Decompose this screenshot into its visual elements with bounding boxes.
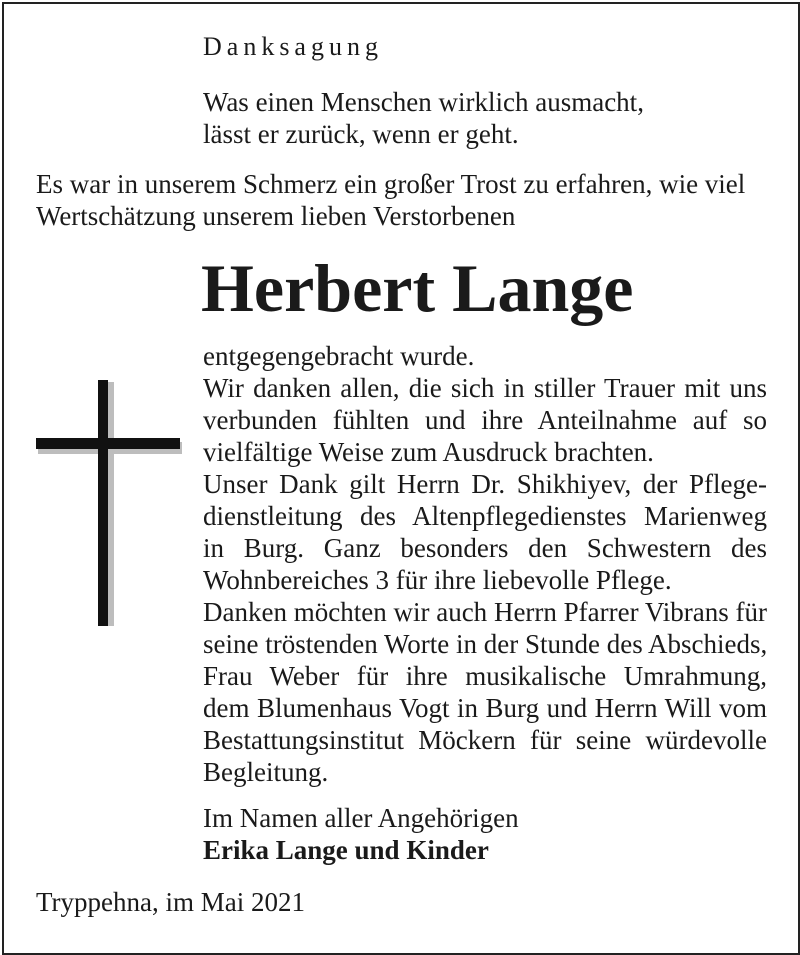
intro-line: Wertschätzung unserem lieben Verstorbenen — [36, 201, 516, 231]
quote-line: lässt er zurück, wenn er geht. — [203, 119, 519, 149]
body-line: entgegengebracht wurde. — [203, 341, 475, 371]
body-line: verbunden fühlten und ihre Anteilnahme auf so — [203, 405, 767, 435]
body-line: Danken möchten wir auch Herrn Pfarrer Vibrans für — [203, 597, 767, 627]
place-date: Tryppehna, im Mai 2021 — [36, 887, 305, 917]
closing-line: Im Namen aller Angehörigen — [203, 803, 519, 833]
intro-line: Es war in unserem Schmerz ein großer Trost zu erfahren, wie viel — [36, 169, 746, 199]
body-line: dem Blumenhaus Vogt in Burg und Herrn Will vom — [203, 693, 767, 723]
body-line: vielfältige Weise zum Ausdruck brachten. — [203, 437, 654, 467]
body-line: Bestattungsinstitut Möckern für seine würdevolle — [203, 725, 767, 755]
heading: Danksagung — [203, 32, 383, 61]
quote-line: Was einen Menschen wirklich ausmacht, — [203, 87, 644, 117]
deceased-name: Herbert Lange — [201, 250, 634, 326]
body-line: Wir danken allen, die sich in stiller Trauer mit uns — [203, 373, 767, 403]
body-line: Begleitung. — [203, 757, 329, 787]
closing-block — [203, 802, 519, 866]
cross-icon — [36, 380, 184, 628]
intro-text — [36, 168, 776, 232]
body-text — [203, 340, 767, 788]
body-line: seine tröstenden Worte in der Stunde des Abschieds, — [203, 629, 768, 659]
quote — [203, 86, 673, 150]
signer-name: Erika Lange und Kinder — [203, 835, 489, 865]
body-line: Wohnbereiches 3 für ihre liebevolle Pflege. — [203, 565, 672, 595]
body-line: in Burg. Ganz besonders den Schwestern des — [203, 533, 767, 563]
body-line: Unser Dank gilt Herrn Dr. Shikhiyev, der Pflege- — [203, 469, 767, 499]
body-line: dienstleitung des Altenpflegedienstes Marienweg — [203, 501, 767, 531]
body-line: Frau Weber für ihre musikalische Umrahmung, — [203, 661, 767, 691]
